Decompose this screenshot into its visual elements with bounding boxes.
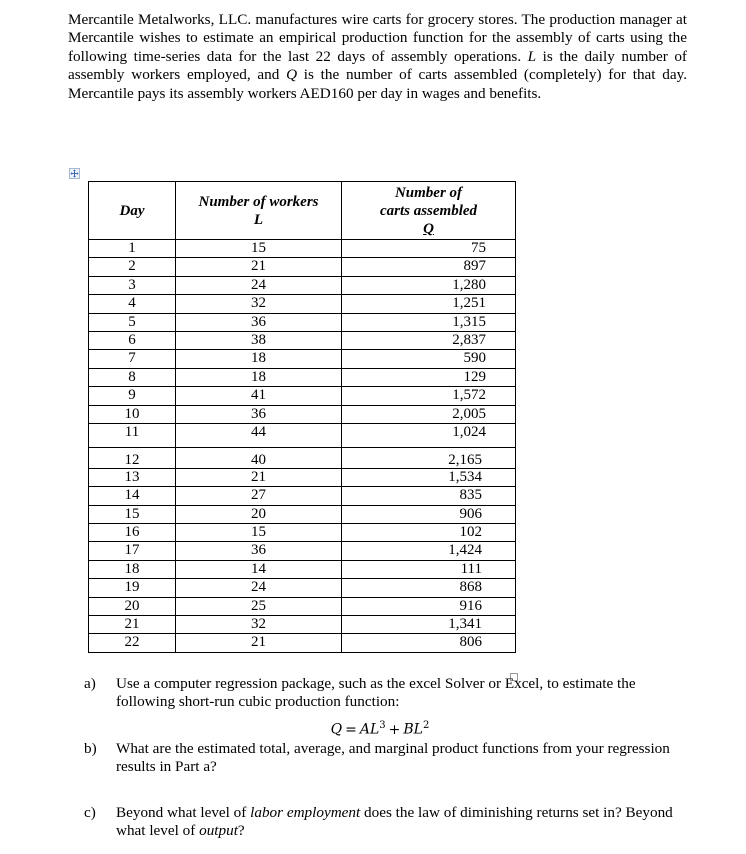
question-b-text: What are the estimated total, average, and marginal product functions from your regression results in Part a? <box>116 739 670 775</box>
header-day: Day <box>89 182 176 240</box>
cell-day: 22 <box>89 634 176 652</box>
cell-day: 15 <box>89 505 176 523</box>
intro-text-2: is the daily number of assembly workers employed, and <box>68 47 687 84</box>
table-row <box>89 597 516 615</box>
table-row <box>89 423 516 447</box>
cell-carts: 1,280 <box>342 276 516 294</box>
cell-carts: 2,837 <box>342 331 516 349</box>
cell-day: 21 <box>89 616 176 634</box>
cell-workers: 21 <box>176 258 342 276</box>
question-c-text-3: ? <box>237 821 245 839</box>
question-c-emphasis-1: labor employment <box>250 803 361 821</box>
cell-carts: 1,251 <box>342 295 516 313</box>
cell-day: 1 <box>89 240 176 258</box>
cell-day: 3 <box>89 276 176 294</box>
table-row <box>89 295 516 313</box>
question-c-text-1: Beyond what level of <box>116 803 251 821</box>
table-row <box>89 405 516 423</box>
cell-carts: 1,424 <box>342 542 516 560</box>
cell-day: 19 <box>89 579 176 597</box>
question-a-label: a) <box>84 675 96 692</box>
cell-workers: 24 <box>176 579 342 597</box>
cell-day: 6 <box>89 331 176 349</box>
cell-carts: 868 <box>342 579 516 597</box>
cell-day: 2 <box>89 258 176 276</box>
table-row <box>89 468 516 486</box>
cell-workers: 21 <box>176 634 342 652</box>
cell-carts: 129 <box>342 368 516 386</box>
cell-carts: 835 <box>342 487 516 505</box>
cell-workers: 36 <box>176 542 342 560</box>
cell-day: 7 <box>89 350 176 368</box>
production-function-formula: $Q = AL^3 + BL^2$ <box>330 720 430 738</box>
question-c-label: c) <box>84 803 96 821</box>
question-c-text-2: does the law of diminishing returns set in? Beyond what level of <box>116 803 673 839</box>
cell-carts: 1,341 <box>342 616 516 634</box>
cell-day: 9 <box>89 387 176 405</box>
cell-workers: 36 <box>176 405 342 423</box>
cell-carts: 1,572 <box>342 387 516 405</box>
cell-workers: 20 <box>176 505 342 523</box>
table-row <box>89 560 516 578</box>
cell-carts: 2,165 <box>342 447 516 468</box>
table-row <box>89 447 516 468</box>
table-row <box>89 634 516 652</box>
cell-carts: 2,005 <box>342 405 516 423</box>
cell-carts: 102 <box>342 524 516 542</box>
cell-workers: 32 <box>176 616 342 634</box>
intro-text-3: is the number of carts assembled (completely) for that day. Mercantile pays its assembly workers AED160 per day in wages and benefits. <box>68 66 687 102</box>
cell-carts: 75 <box>342 240 516 258</box>
cell-workers: 25 <box>176 597 342 615</box>
cell-day: 5 <box>89 313 176 331</box>
cell-day: 17 <box>89 542 176 560</box>
cell-day: 11 <box>89 423 176 447</box>
cell-workers: 27 <box>176 487 342 505</box>
cell-workers: 18 <box>176 350 342 368</box>
question-a <box>84 675 684 739</box>
table-row <box>89 240 516 258</box>
cell-day: 20 <box>89 597 176 615</box>
question-c <box>84 804 684 840</box>
table-row <box>89 505 516 523</box>
question-a-text: Use a computer regression package, such as the excel Solver or Excel, to estimate the following short-run cubic production function: <box>116 675 636 710</box>
table-row <box>89 368 516 386</box>
header-carts-label-2: carts assembled <box>379 202 478 219</box>
cell-workers: 40 <box>176 447 342 468</box>
header-carts-symbol: Q <box>423 220 434 237</box>
table-row <box>89 313 516 331</box>
table-row <box>89 258 516 276</box>
question-list <box>84 675 684 840</box>
cell-workers: 24 <box>176 276 342 294</box>
header-carts-label-1: Number of <box>394 184 463 201</box>
cell-workers: 44 <box>176 423 342 447</box>
question-b <box>84 740 684 776</box>
table-row <box>89 524 516 542</box>
production-data-table <box>88 181 516 653</box>
table-row <box>89 579 516 597</box>
cell-day: 10 <box>89 405 176 423</box>
cell-workers: 15 <box>176 240 342 258</box>
table-move-handle[interactable] <box>69 168 80 179</box>
cell-day: 13 <box>89 468 176 486</box>
header-workers <box>176 182 342 240</box>
table-row <box>89 350 516 368</box>
cell-carts: 111 <box>342 560 516 578</box>
cell-carts: 1,024 <box>342 423 516 447</box>
question-c-emphasis-2: output <box>199 821 238 839</box>
table-row <box>89 487 516 505</box>
cell-workers: 21 <box>176 468 342 486</box>
cell-carts: 1,534 <box>342 468 516 486</box>
table-header-row <box>89 182 516 240</box>
header-workers-symbol: L <box>253 211 264 228</box>
cell-day: 18 <box>89 560 176 578</box>
variable-Q: Q <box>286 66 298 84</box>
header-workers-label: Number of workers <box>198 193 319 210</box>
header-carts <box>342 182 516 240</box>
cell-carts: 897 <box>342 258 516 276</box>
cell-carts: 1,315 <box>342 313 516 331</box>
intro-text-1: Mercantile Metalworks, LLC. manufactures wire carts for grocery stores. The production manager at Mercantile wishes to estimate an empirical production function for the assembly of carts using the following time-series data for the last 22 days of assembly operations. <box>68 11 687 65</box>
table-row <box>89 616 516 634</box>
table-row <box>89 276 516 294</box>
cell-day: 14 <box>89 487 176 505</box>
four-arrow-move-icon <box>70 169 79 178</box>
question-b-label: b) <box>84 739 97 757</box>
table-row <box>89 331 516 349</box>
cell-workers: 14 <box>176 560 342 578</box>
cell-carts: 916 <box>342 597 516 615</box>
variable-L: L <box>527 47 537 65</box>
cell-workers: 18 <box>176 368 342 386</box>
cell-day: 16 <box>89 524 176 542</box>
table-row <box>89 387 516 405</box>
cell-carts: 806 <box>342 634 516 652</box>
cell-day: 8 <box>89 368 176 386</box>
cell-workers: 15 <box>176 524 342 542</box>
cell-day: 4 <box>89 295 176 313</box>
cell-carts: 906 <box>342 505 516 523</box>
table-row <box>89 542 516 560</box>
cell-day: 12 <box>89 447 176 468</box>
intro-paragraph <box>68 11 687 103</box>
cell-workers: 32 <box>176 295 342 313</box>
cell-workers: 38 <box>176 331 342 349</box>
cell-workers: 41 <box>176 387 342 405</box>
cell-workers: 36 <box>176 313 342 331</box>
cell-carts: 590 <box>342 350 516 368</box>
